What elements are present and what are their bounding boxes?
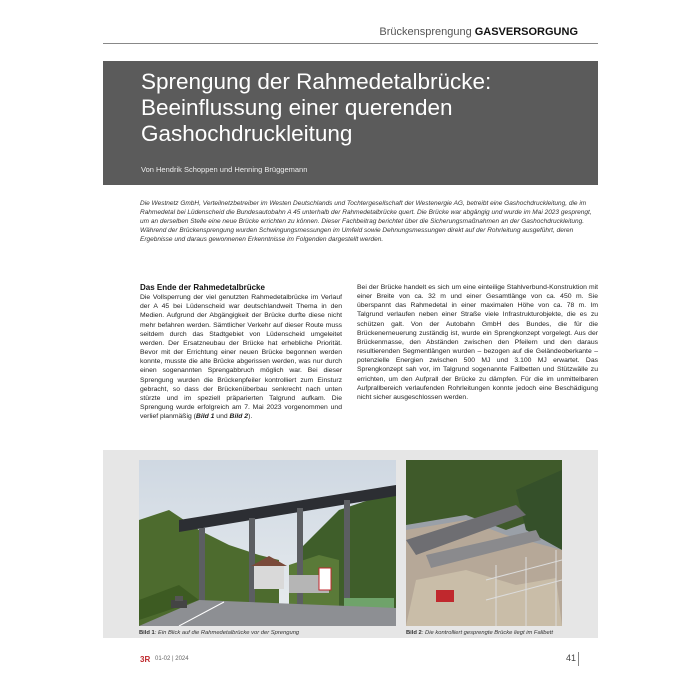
header-category: GASVERSORGUNG	[474, 26, 578, 38]
header-section: Brückensprengung	[379, 26, 472, 38]
byline: Von Hendrik Schoppen und Henning Brüggemann	[141, 165, 308, 174]
title-line-1: Sprengung der Rahmedetalbrücke:	[141, 69, 492, 94]
bridge-before-photo	[139, 460, 396, 626]
body-text-b: ).	[248, 413, 253, 421]
body-paragraph-1	[140, 293, 342, 421]
header-rule	[103, 43, 598, 44]
figure-caption-2	[406, 630, 553, 636]
figure-ref-1: Bild 1	[195, 413, 215, 421]
section-heading: Das Ende der Rahmedetalbrücke	[140, 283, 265, 292]
title-line-2: Beeinflussung einer querenden	[141, 95, 453, 120]
publication-logo: 3R	[140, 655, 151, 664]
title-box	[103, 61, 598, 185]
body-paragraph-2: Bei der Brücke handelt es sich um eine einteilige Stahlverbund-Konstruktion mit einer Breite von ca. 32 m und einer Gesamtlänge von ca. 450 m. Sie überspannt das Rahmedetal in einer maximalen Höhe von ca. 78 m. Im Talgrund verlaufen neben einer Straße viele Infrastrukturobjekte, die es zu schützen galt. Von der Autobahn GmbH des Bundes, die für die Brückenerneuerung zuständig ist, wurde ein Sprengkonzept vorgelegt. Aus der Brückenmasse, den Abständen zwischen den Pfeilern und den daraus resultierenden Segmentlängen wurden – bezogen auf die Geländeoberkante – potenzielle Energien zwischen 500 MJ und 3.100 MJ erwartet. Das Sprengkonzept sah vor, im Talgrund sogenannte Fallbetten und Stützwälle zu errichten, um den Aufprall der Brücke zu dämpfen. Für die im unmittelbaren Aufprallbereich verlaufenden Rohrleitungen konnte jedoch eine Beschädigung nicht sicher ausgeschlossen werden.	[357, 284, 598, 401]
collapsed-bridge-illustration	[406, 460, 562, 626]
caption-text-2: : Die kontrolliert gesprengte Brücke liegt im Fallbett	[421, 630, 553, 636]
figure-caption-1	[139, 630, 299, 636]
body-column-2	[357, 283, 598, 402]
caption-label-2: Bild 2	[406, 630, 422, 636]
running-header	[0, 26, 578, 38]
intro-paragraph: Die Westnetz GmbH, Verteilnetzbetreiber im Westen Deutschlands und Tochtergesellschaft der Westenergie AG, betreibt eine Gashochdruckleitung, die im Rahmedetal bei Lüdenscheid die Bundesautobahn A 45 unterhalb der Rahmedetalbrücke quert. Die Brücke war abgängig und wurde im Mai 2023 gesprengt, um an derselben Stelle eine neue Brücke errichten zu können. Dieser Fachbeitrag berichtet über die Sicherungsmaßnahmen an der Gashochdruckleitung. Während der Brückensprengung wurden Schwingungsmessungen im Umfeld sowie Dehnungsmessungen direkt auf der Rohrleitung ausgeführt, deren Ergebnisse und daraus gewonnenen Erkenntnisse im Folgenden dargestellt werden.	[140, 200, 592, 243]
caption-label-1: Bild 1	[139, 630, 155, 636]
figure-panel	[103, 450, 598, 638]
issue-info: 01-02 | 2024	[155, 656, 189, 662]
body-text-a: Die Vollsperrung der viel genutzten Rahmedetalbrücke im Verlauf der A 45 bei Lüdenscheid war deutschlandweit Thema in den Medien. Aufgrund der Abgängigkeit der Brücke durfte diese nicht mehr befahren werden. Sämtlicher Verkehr auf dieser Route muss seitdem durch das Stadtgebiet von Lüdenscheid umgeleitet werden. Der Ersatzneubau der Brücke hat erhebliche Priorität. Bevor mit der Errichtung einer neuen Brücke begonnen werden konnte, musste die alte Brücke abgerissen werden, was nur durch einen sogenannten Sprengabbruch möglich war. Bei dieser Sprengung wurden die Brückenpfeiler kontrolliert zum Einsturz gebracht, so dass der Brückenüberbau senkrecht nach unten stürzte und im speziell präparierten Talgrund aufkam. Die Sprengung wurde erfolgreich am 7. Mai 2023 vorgenommen und verlief planmäßig (	[140, 294, 342, 421]
title-line-3: Gashochdruckleitung	[141, 121, 353, 146]
caption-text-1: : Ein Blick auf die Rahmedetalbrücke vor der Sprengung	[154, 630, 300, 636]
figure-ref-2: Bild 2	[229, 413, 249, 421]
bridge-after-photo	[406, 460, 562, 626]
body-column-1	[140, 283, 342, 421]
bridge-photo-illustration	[139, 460, 396, 626]
page-number: 41	[566, 653, 577, 663]
footer-rule	[578, 652, 579, 666]
article-title	[141, 69, 581, 147]
body-text-and: und	[214, 413, 230, 421]
